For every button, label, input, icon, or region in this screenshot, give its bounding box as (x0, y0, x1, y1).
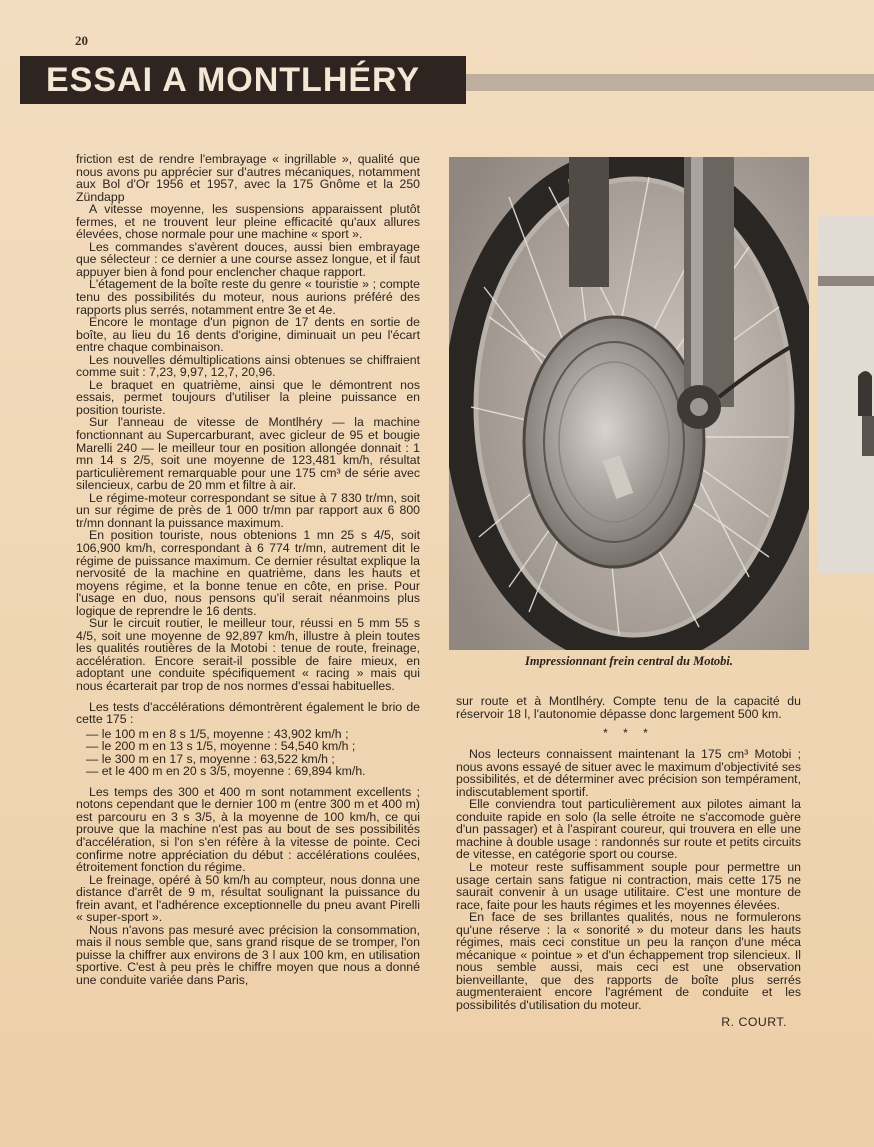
paragraph: En face de ses brillantes qualités, nous ne formulerons qu'une réserve : la « sonorité » du moteur dans les hauts régimes, mais ceci constitue un peu la rançon d'une méca mécanique « pointue » et d'un échappement trop silencieux. Il nous semble aussi, mais ceci est une observation bienveillante, que des rapports de boîte plus serrés augmenteraient encore l'agrément de conduite et les possibilités d'utilisation du moteur. (456, 910, 801, 1013)
paragraph: Sur le circuit routier, le meilleur tour, réussi en 5 mm 55 s 4/5, soit une moyenne de 92,897 km/h, illustre à plein toutes les qualités routières de la Motobi : tenue de route, freinage, accélération. Encore serait-il possible de faire mieux, en adoptant une conduite spécifiquement « racing » mais qui nous écarterait par trop de nos normes d'essai habituelles. (76, 616, 420, 693)
list-item: — et le 400 m en 20 s 3/5, moyenne : 69,894 km/h. (86, 764, 366, 779)
page-number: 20 (75, 33, 88, 48)
side-photo-illustration (818, 216, 874, 573)
paragraph: A vitesse moyenne, les suspensions apparaissent plutôt fermes, et ne trouvent leur pleine efficacité qu'aux allures élevées, chose normale pour une machine « sport ». (76, 202, 420, 242)
paragraph: sur route et à Montlhéry. Compte tenu de la capacité du réservoir 18 l, l'autonomie dépasse donc largement 500 km. (456, 694, 801, 721)
list-item: — le 300 m en 17 s, moyenne : 63,522 km/h ; (86, 751, 335, 766)
wheel-illustration (449, 157, 809, 650)
photo-caption: Impressionnant frein central du Motobi. (524, 654, 734, 668)
paragraph: friction est de rendre l'embrayage « ingrillable », qualité que nous avons pu apprécier sur d'autres mécaniques, notamment aux Bol d'Or 1956 et 1957, avec la 175 Gnôme et la 250 Zündapp (76, 152, 420, 204)
title-rule (466, 74, 874, 91)
side-photo-fragment (818, 216, 874, 573)
front-brake-photo (449, 157, 809, 650)
paragraph: Le freinage, opéré à 50 km/h au compteur, nous donna une distance d'arrêt de 9 m, résultat soulignant la puissance du frein avant, et l'adhérence exceptionnelle du pneu avant Pirelli « super-sport ». (76, 872, 420, 925)
paragraph: Nos lecteurs connaissent maintenant la 175 cm³ Motobi ; nous avons essayé de situer avec le maximum d'objectivité ses possibilités, et de déterminer avec précision son tempérament, indiscutablement sportif. (456, 747, 801, 799)
paragraph: Nous n'avons pas mesuré avec précision la consommation, mais il nous semble que, sans grand risque de se tromper, l'on puisse la chiffrer aux environs de 3 l aux 100 km, en utilisation sportive. C'est à peu près le chiffre moyen que nous a donné une conduite variée dans Paris, (76, 922, 420, 987)
list-item: — le 200 m en 13 s 1/5, moyenne : 54,540 km/h ; (86, 739, 356, 754)
paragraph: Sur l'anneau de vitesse de Montlhéry — la machine fonctionnant au Supercarburant, avec gicleur de 95 et bougie Marelli 240 — le meilleur tour en position allongée donnait : 1 mn 14 s 2/5, soit une moyenne de 123,481 km/h, résultat particulièrement remarquable pour une 175 cm³ de série avec silencieux, carbu de 20 mm et filtre à air. (76, 415, 420, 493)
acceleration-intro: Les tests d'accélérations démontrèrent également le brio de cette 175 : (76, 699, 420, 727)
paragraph: Les temps des 300 et 400 m sont notamment excellents ; notons cependant que le dernier 100 m (entre 300 m et 400 m) est parcouru en 3 s 3/5, à la moyenne de 100 km/h, ce qui prouve que la machine n'est pas au bout de ses possibilités d'accélération, si l'on s'en réfère à la vitesse de pointe. Ceci confirme notre appréciation du début : accélérations coulées, étroitement fonction du régime. (76, 784, 420, 875)
acceleration-list (76, 728, 420, 778)
paragraph: L'étagement de la boîte reste du genre « touristie » ; compte tenu des possibilités du moteur, nous aurions préféré des rapports plus serrés, notamment entre 3e et 4e. (76, 277, 420, 317)
right-column (456, 695, 801, 1028)
list-item: — le 100 m en 8 s 1/5, moyenne : 43,902 km/h ; (86, 726, 349, 741)
paragraph: Elle conviendra tout particulièrement aux pilotes aimant la conduite rapide en solo (la selle étroite ne s'accomode guère d'un passager) et à l'aspirant coureur, qui trouvera en elle une machine à double usage : randonnés sur route et petits circuits de vitesse, en catégorie sport ou course. (456, 797, 801, 862)
left-column (76, 153, 420, 987)
paragraph: Le moteur reste suffisamment souple pour permettre un usage certain sans fatigue ni contraction, mais cette 175 ne saurait convenir à un usage utilitaire. C'est une monture de race, faite pour les hauts régimes et les moyennes élevées. (456, 860, 801, 912)
paragraph: En position touriste, nous obtenions 1 mn 25 s 4/5, soit 106,900 km/h, correspondant à 6 774 tr/mn, autrement dit le régime de puissance maximum. Ce dernier résultat explique la nervosité de la machine en quatrième, dans les hauts et moyens régime, et la bonne tenue en côte, en prise. Pour l'usage en duo, nous pensons qu'il serait néanmoins plus logique de reprendre le 16 dents. (76, 528, 420, 618)
paragraph: Les commandes s'avèrent douces, aussi bien embrayage que sélecteur : ce dernier a une course assez longue, et il faut appuyer bien à fond pour enclencher chaque rapport. (76, 239, 420, 279)
paragraph: Les nouvelles démultiplications ainsi obtenues se chiffraient comme suit : 7,23, 9,97, 12,7, 20,96. (76, 352, 420, 380)
article-title: ESSAI A MONTLHÉRY (20, 56, 466, 104)
paragraph: Le régime-moteur correspondant se situe à 7 830 tr/mn, soit un sur régime de près de 1 000 tr/mn par rapport aux 6 800 tr/mn donnant la puissance maximum. (76, 490, 420, 530)
author-signature: R. COURT. (721, 1014, 787, 1029)
paragraph: Le braquet en quatrième, ainsi que le démontrent nos essais, permet toujours d'utiliser la pleine puissance en position touriste. (76, 377, 420, 417)
paragraph: Encore le montage d'un pignon de 17 dents en sortie de boîte, au lieu du 16 dents d'origine, diminuait un peu l'écart entre chaque combinaison. (76, 315, 420, 355)
section-separator: * * * (603, 726, 654, 741)
